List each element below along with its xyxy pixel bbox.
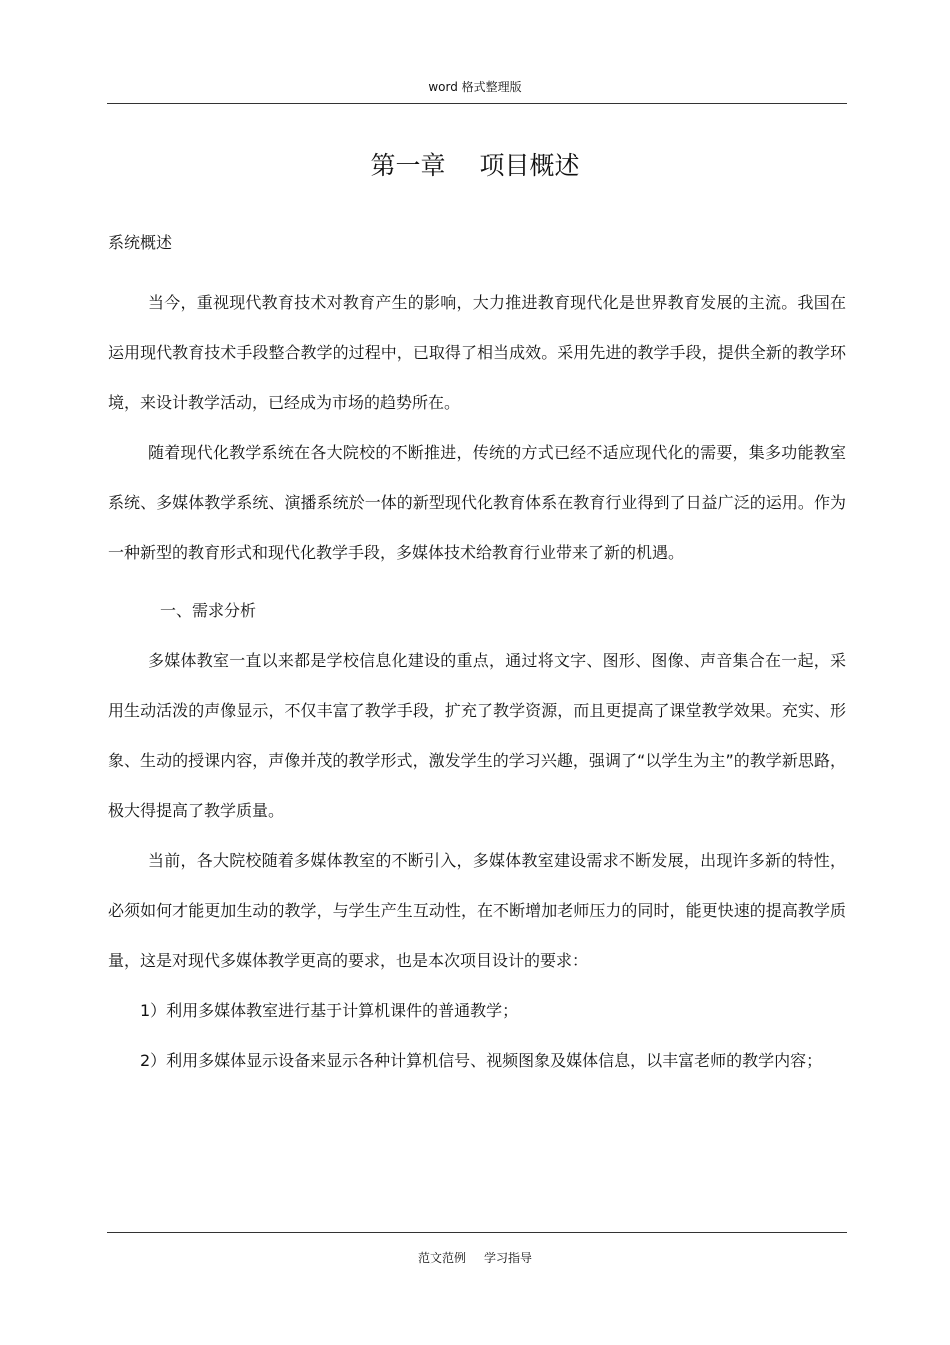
chapter-number: 第一章 [370,151,446,180]
header-divider [107,103,847,104]
footer-left-text: 范文范例 [417,1251,466,1265]
document-body [108,228,846,1086]
page-header: word 格式整理版 [428,80,522,94]
list-item: 1）利用多媒体教室进行基于计算机课件的普通教学； [140,1001,519,1020]
paragraph: 当前，各大院校随着多媒体教室的不断引入，多媒体教室建设需求不断发展，出现许多新的特性，必须如何才能更加生动的教学，与学生产生互动性，在不断增加老师压力的同时，能更快速的提高教学质量，这是对现代多媒体教学更高的要求，也是本次项目设计的要求： [108,851,846,970]
requirements-heading: 一、需求分析 [160,601,257,620]
paragraph: 多媒体教室一直以来都是学校信息化建设的重点，通过将文字、图形、图像、声音集合在一起，采用生动活泼的声像显示，不仅丰富了教学手段，扩充了教学资源，而且更提高了课堂教学效果。充实、形象、生动的授课内容，声像并茂的教学形式，激发学生的学习兴趣，强调了“以学生为主”的教学新思路，极大得提高了教学质量。 [108,651,846,820]
chapter-name: 项目概述 [479,151,580,180]
chapter-title [0,146,950,182]
page-footer [0,1249,950,1266]
footer-right-text: 学习指导 [484,1251,533,1265]
paragraph: 当今，重视现代教育技术对教育产生的影响，大力推进教育现代化是世界教育发展的主流。我国在运用现代教育技术手段整合教学的过程中，已取得了相当成效。采用先进的教学手段，提供全新的教学环境，来设计教学活动，已经成为市场的趋势所在。 [108,293,846,412]
list-item: 2）利用多媒体显示设备来显示各种计算机信号、视频图象及媒体信息，以丰富老师的教学内容； [140,1051,823,1070]
paragraph: 随着现代化教学系统在各大院校的不断推进，传统的方式已经不适应现代化的需要，集多功能教室系统、多媒体教学系统、演播系统於一体的新型现代化教育体系在教育行业得到了日益广泛的运用。作为一种新型的教育形式和现代化教学手段，多媒体技术给教育行业带来了新的机遇。 [108,443,846,562]
section-heading: 系统概述 [108,233,173,252]
footer-divider [107,1232,847,1233]
